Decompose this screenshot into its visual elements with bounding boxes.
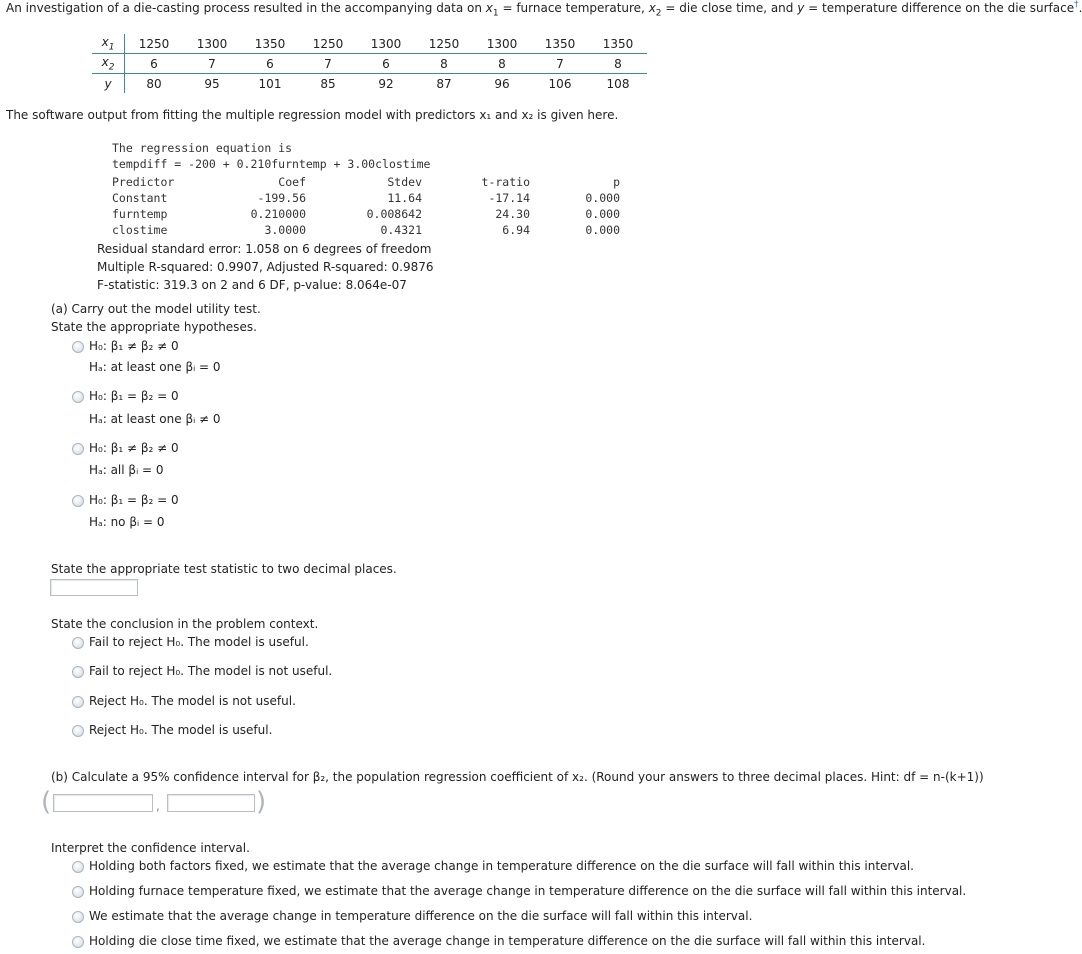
test-statistic-input[interactable] <box>50 579 138 596</box>
table-cell: 6 <box>241 54 299 74</box>
row-label-clostime: clostime <box>112 223 168 237</box>
interpret-option: Holding both factors fixed, we estimate that the average change in temperature difference on the die surface will fall within this interval. <box>89 859 914 873</box>
f-statistic-line: F-statistic: 319.3 on 2 and 6 DF, p-value: 8.064e-07 <box>97 278 407 292</box>
table-cell: 1300 <box>357 34 415 54</box>
table-cell: 1350 <box>241 34 299 54</box>
table-cell: 85 <box>320 76 336 91</box>
tratio-value: -17.14 <box>488 191 530 205</box>
table-cell: 106 <box>548 76 572 91</box>
interpret-radio-1[interactable] <box>72 861 84 873</box>
col-header-tratio: t-ratio <box>481 175 530 189</box>
ci-close-paren: ) <box>256 787 267 817</box>
table-row-x2 <box>92 54 647 74</box>
table-cell: 1350 <box>531 34 589 54</box>
conclusion-option: Reject H₀. The model is useful. <box>89 723 273 737</box>
var-x1: x <box>485 1 493 15</box>
regression-equation: tempdiff = -200 + 0.210furntemp + 3.00clostime <box>112 157 431 171</box>
table-cell: 7 <box>299 54 357 74</box>
conclusion-radio-4[interactable] <box>72 725 84 737</box>
p-value: 0.000 <box>585 223 620 237</box>
interpret-option: Holding furnace temperature fixed, we estimate that the average change in temperature difference on the die surface will fall within this interval. <box>89 884 967 898</box>
table-cell: 101 <box>258 76 282 91</box>
table-cell: 1250 <box>125 34 184 54</box>
intro-text: = furnace temperature, <box>498 1 649 15</box>
part-a-title: (a) Carry out the model utility test. <box>51 302 261 316</box>
conclusion-option: Reject H₀. The model is not useful. <box>89 694 296 708</box>
tratio-value: 6.94 <box>502 223 530 237</box>
table-cell: 96 <box>494 76 510 91</box>
table-cell: 1300 <box>473 34 531 54</box>
col-header-p: p <box>613 175 620 189</box>
row-label-x1: $x_1$ <box>92 34 125 54</box>
row-label-furntemp: furntemp <box>112 207 168 221</box>
ci-comma: , <box>156 799 160 813</box>
conclusion-radio-1[interactable] <box>72 637 84 649</box>
ci-lower-input[interactable] <box>53 794 153 812</box>
test-statistic-prompt: State the appropriate test statistic to two decimal places. <box>51 562 397 576</box>
conclusion-radio-2[interactable] <box>72 666 84 678</box>
hypothesis-ha: Hₐ: at least one βᵢ ≠ 0 <box>89 412 221 426</box>
table-cell: 8 <box>415 54 473 74</box>
table-cell: 7 <box>183 54 241 74</box>
residual-line: Residual standard error: 1.058 on 6 degrees of freedom <box>97 242 432 256</box>
hypothesis-h0: H₀: β₁ ≠ β₂ ≠ 0 <box>89 441 179 455</box>
data-table <box>92 34 647 93</box>
equation-title: The regression equation is <box>112 141 293 155</box>
row-label-constant: Constant <box>112 191 168 205</box>
col-header-coef: Coef <box>278 175 306 189</box>
hypotheses-prompt: State the appropriate hypotheses. <box>51 320 257 334</box>
p-value: 0.000 <box>585 191 620 205</box>
hypothesis-radio-3[interactable] <box>72 443 84 455</box>
problem-intro <box>6 0 1082 18</box>
col-header-predictor: Predictor <box>112 175 175 189</box>
table-cell: 8 <box>473 54 531 74</box>
table-row-x1 <box>92 34 647 54</box>
coef-value: 3.0000 <box>264 223 306 237</box>
coef-value: 0.210000 <box>250 207 306 221</box>
table-cell: 7 <box>531 54 589 74</box>
conclusion-radio-3[interactable] <box>72 696 84 708</box>
intro-text: = die close time, and <box>661 1 798 15</box>
intro-text: An investigation of a die-casting process resulted in the accompanying data on <box>6 1 486 15</box>
interpret-radio-3[interactable] <box>72 911 84 923</box>
hypothesis-ha: Hₐ: no βᵢ = 0 <box>89 515 165 529</box>
hypothesis-h0: H₀: β₁ = β₂ = 0 <box>89 389 179 403</box>
interpret-radio-4[interactable] <box>72 936 84 948</box>
table-cell: 108 <box>606 76 630 91</box>
tratio-value: 24.30 <box>495 207 530 221</box>
hypothesis-ha: Hₐ: at least one βᵢ = 0 <box>89 360 221 374</box>
table-cell: 80 <box>146 76 162 91</box>
conclusion-prompt: State the conclusion in the problem context. <box>51 617 319 631</box>
table-cell: 1350 <box>589 34 647 54</box>
conclusion-option: Fail to reject H₀. The model is useful. <box>89 635 309 649</box>
table-cell: 1300 <box>183 34 241 54</box>
part-b-title: (b) Calculate a 95% confidence interval for β₂, the population regression coefficient of x₂. (Round your answers to three decimal places. Hint: df = n-(k+1)) <box>51 770 984 784</box>
ci-open-paren: ( <box>41 787 52 817</box>
var-x2: x <box>648 1 656 15</box>
var-x1-sub: 1 <box>492 8 499 19</box>
intro-text: = temperature difference on the die surface <box>804 1 1075 15</box>
hypothesis-ha: Hₐ: all βᵢ = 0 <box>89 463 164 477</box>
interpret-option: We estimate that the average change in temperature difference on the die surface will fall within this interval. <box>89 909 753 923</box>
table-cell: 1250 <box>299 34 357 54</box>
var-y: y <box>797 1 805 15</box>
interpret-prompt: Interpret the confidence interval. <box>51 841 250 855</box>
stdev-value: 11.64 <box>387 191 422 205</box>
footnote-link[interactable]: † <box>1074 0 1079 10</box>
ci-upper-input[interactable] <box>167 794 255 812</box>
hypothesis-radio-4[interactable] <box>72 495 84 507</box>
conclusion-option: Fail to reject H₀. The model is not useful. <box>89 664 333 678</box>
interpret-option: Holding die close time fixed, we estimate that the average change in temperature difference on the die surface will fall within this interval. <box>89 934 926 948</box>
hypothesis-h0: H₀: β₁ = β₂ = 0 <box>89 493 179 507</box>
table-cell: 1250 <box>415 34 473 54</box>
table-cell: 6 <box>125 54 184 74</box>
row-label-x2: $x_2$ <box>92 54 125 74</box>
table-cell: 95 <box>204 76 220 91</box>
p-value: 0.000 <box>585 207 620 221</box>
table-row-y <box>92 74 647 94</box>
table-cell: 92 <box>378 76 394 91</box>
output-intro: The software output from fitting the multiple regression model with predictors x₁ and x₂ is given here. <box>6 108 619 122</box>
hypothesis-radio-1[interactable] <box>72 341 84 353</box>
intro-text <box>1079 1 1082 15</box>
r-squared-line: Multiple R-squared: 0.9907, Adjusted R-squared: 0.9876 <box>97 260 434 274</box>
stdev-value: 0.4321 <box>380 223 422 237</box>
coef-value: -199.56 <box>257 191 306 205</box>
col-header-stdev: Stdev <box>387 175 422 189</box>
hypothesis-radio-2[interactable] <box>72 391 84 403</box>
table-cell: 8 <box>589 54 647 74</box>
hypothesis-h0: H₀: β₁ ≠ β₂ ≠ 0 <box>89 339 179 353</box>
var-x2-sub: 2 <box>655 8 662 19</box>
row-label-y: y <box>92 74 125 94</box>
table-cell: 87 <box>436 76 452 91</box>
interpret-radio-2[interactable] <box>72 886 84 898</box>
table-cell: 6 <box>357 54 415 74</box>
stdev-value: 0.008642 <box>366 207 422 221</box>
